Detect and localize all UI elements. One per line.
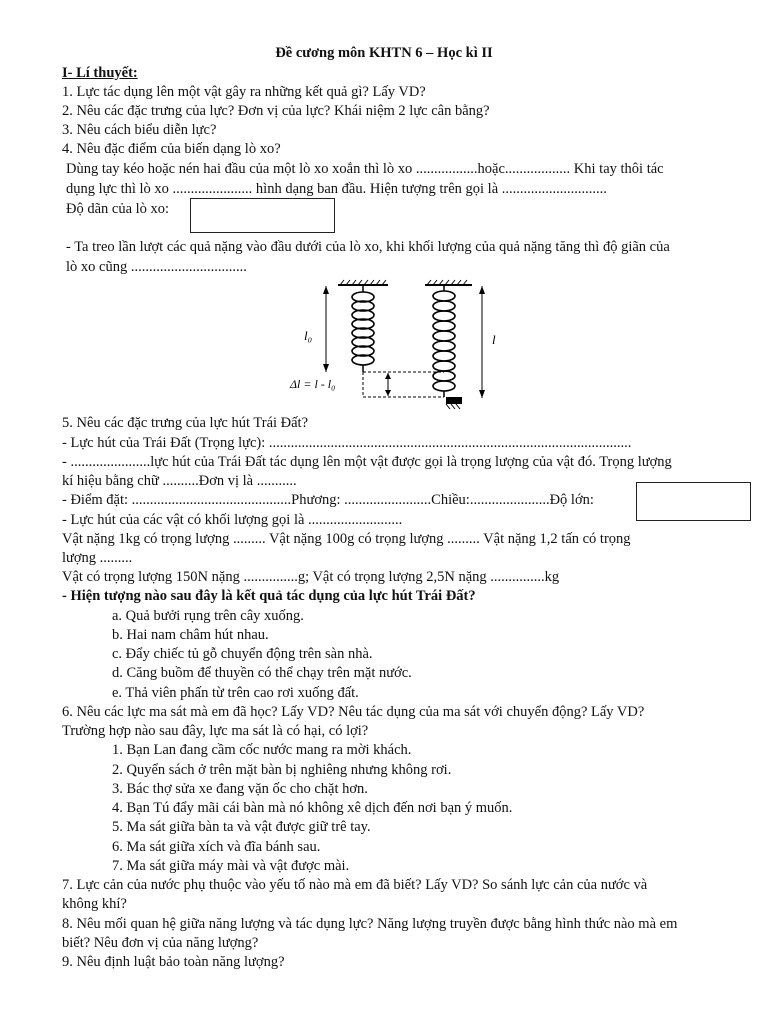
q5-line-2: - ......................lực hút của Trái Đất tác dụng lên một vật được gọi là trọng lượng của vật đó. Trọng lượng	[62, 454, 672, 470]
q5-option-d: d. Căng buồm để thuyền có thể chạy trên mặt nước.	[112, 665, 412, 681]
label-l0: l₀	[304, 328, 313, 343]
q6-item-4: 4. Bạn Tú đẩy mãi cái bàn mà nó không xê dịch đến nơi bạn ý muốn.	[112, 800, 513, 816]
q5-line-1: - Lực hút của Trái Đất (Trọng lực): ....................................................................................................	[62, 435, 632, 451]
question-4: 4. Nêu đặc điểm của biến dạng lò xo?	[62, 141, 281, 157]
section-heading: I- Lí thuyết:	[62, 65, 138, 81]
q7-line-2: không khí?	[62, 896, 127, 912]
question-6: 6. Nêu các lực ma sát mà em đã học? Lấy VD? Nêu tác dụng của ma sát với chuyển động? Lấy VD?	[62, 704, 645, 720]
question-7: 7. Lực cản của nước phụ thuộc vào yếu tố nào mà em đã biết? Lấy VD? So sánh lực cản của nước và	[62, 877, 648, 893]
label-delta-formula: Δl = l - l₀	[290, 377, 336, 391]
q5-line-3: kí hiệu bằng chữ ..........Đơn vị là ...........	[62, 473, 297, 489]
q8-line-2: biết? Nêu đơn vị của năng lượng?	[62, 935, 259, 951]
q6-item-2: 2. Quyển sách ở trên mặt bàn bị nghiêng nhưng không rơi.	[112, 762, 452, 778]
q4-line-5: lò xo cũng ................................	[66, 259, 247, 275]
page-title: Đề cương môn KHTN 6 – Học kì II	[275, 45, 493, 61]
answer-box-spring[interactable]	[190, 198, 335, 233]
question-9: 9. Nêu định luật bảo toàn năng lượng?	[62, 954, 285, 970]
q5-option-b: b. Hai nam châm hút nhau.	[112, 627, 269, 643]
label-l: l	[492, 332, 496, 347]
q6-item-5: 5. Ma sát giữa bàn ta và vật được giữ trê tay.	[112, 819, 371, 835]
q5-option-c: c. Đẩy chiếc tủ gỗ chuyển động trên sàn nhà.	[112, 646, 373, 662]
answer-box-magnitude[interactable]	[636, 482, 751, 521]
q5-line-7: lượng .........	[62, 550, 133, 566]
question-3: 3. Nêu cách biểu diễn lực?	[62, 122, 217, 138]
q5-line-8: Vật có trọng lượng 150N nặng ...............g; Vật có trọng lượng 2,5N nặng ...............kg	[62, 569, 560, 585]
q6-item-7: 7. Ma sát giữa máy mài và vật được mài.	[112, 858, 350, 874]
q6-item-1: 1. Bạn Lan đang cầm cốc nước mang ra mời khách.	[112, 742, 412, 758]
q4-line-1: Dùng tay kéo hoặc nén hai đầu của một lò xo xoắn thì lò xo .................hoặc.................. Khi tay thôi tác	[66, 161, 664, 177]
q5-option-e: e. Thả viên phấn từ trên cao rơi xuống đất.	[112, 685, 359, 701]
question-5: 5. Nêu các đặc trưng của lực hút Trái Đất?	[62, 415, 309, 431]
q5-option-a: a. Quả bưởi rụng trên cây xuống.	[112, 608, 304, 624]
question-2: 2. Nêu các đặc trưng của lực? Đơn vị của lực? Khái niệm 2 lực cân bằng?	[62, 103, 490, 119]
q5-line-5: - Lực hút của các vật có khối lượng gọi là ..........................	[62, 512, 403, 528]
q4-line-4: - Ta treo lần lượt các quả nặng vào đầu dưới của lò xo, khi khối lượng của quả nặng tăng thì độ giãn của	[66, 239, 670, 255]
question-1: 1. Lực tác dụng lên một vật gây ra những kết quả gì? Lấy VD?	[62, 84, 426, 100]
spring-figure	[280, 278, 500, 410]
q6-line-2: Trường hợp nào sau đây, lực ma sát là có hại, có lợi?	[62, 723, 369, 739]
q4-line-3: Độ dãn của lò xo:	[66, 201, 170, 217]
q5-question: - Hiện tượng nào sau đây là kết quả tác dụng của lực hút Trái Đất?	[62, 588, 476, 604]
q5-line-6: Vật nặng 1kg có trọng lượng ......... Vật nặng 100g có trọng lượng ......... Vật nặng 1,2 tấn có trọng	[62, 531, 631, 547]
question-8: 8. Nêu mối quan hệ giữa năng lượng và tác dụng lực? Năng lượng truyền được bằng hình thức nào mà em	[62, 916, 678, 932]
q6-item-6: 6. Ma sát giữa xích và đĩa bánh sau.	[112, 839, 321, 855]
q4-line-2: dụng lực thì lò xo ...................... hình dạng ban đầu. Hiện tượng trên gọi là .............................	[66, 181, 607, 197]
q5-line-4: - Điểm đặt: ............................................Phương: ........................Chiều:......................Độ lớn:	[62, 492, 594, 508]
q6-item-3: 3. Bác thợ sửa xe đang vặn ốc cho chặt hơn.	[112, 781, 368, 797]
